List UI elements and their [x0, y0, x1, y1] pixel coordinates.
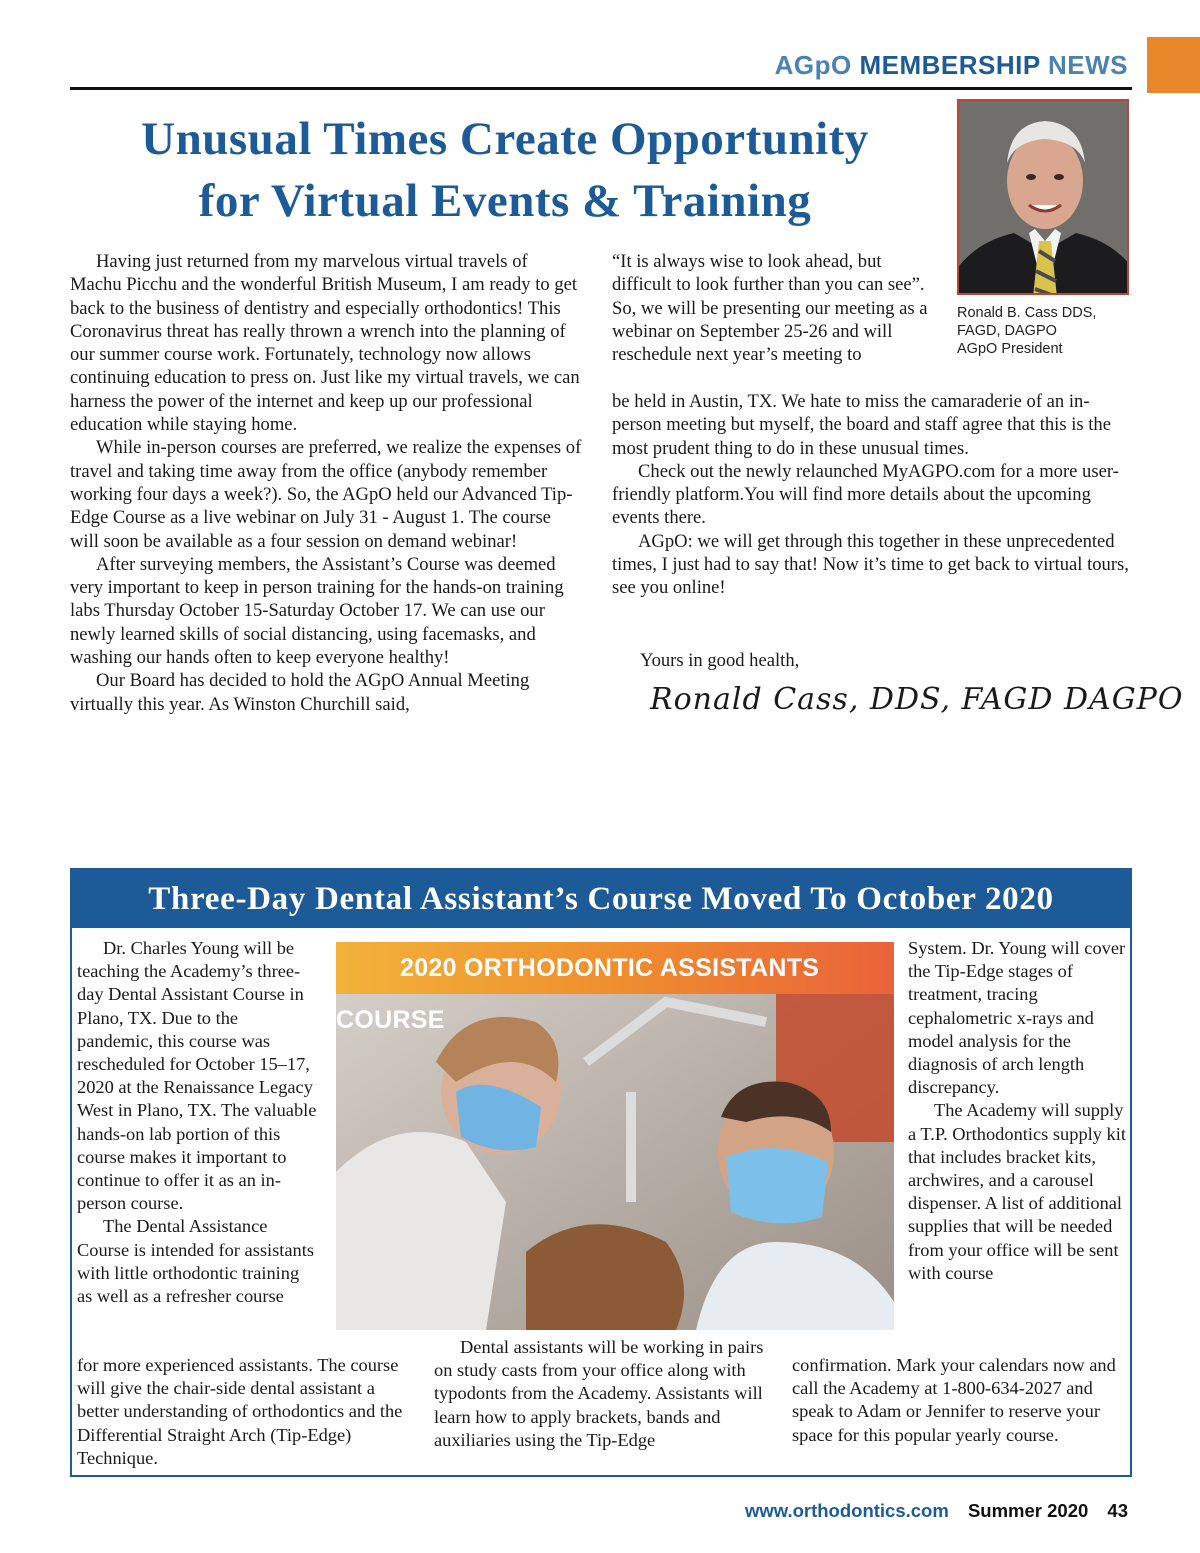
article-paragraph: While in-person courses are preferred, we realize the expenses of travel and taking time away from the office (anybody remember working four days a week?). So, the AGpO held our Advanced Tip-Edge Course as a live webinar on July 31 - August 1. The course will soon be available as a four session on demand webinar!: [70, 437, 582, 552]
headline-line-1: Unusual Times Create Opportunity: [141, 113, 869, 165]
box-column-1: [77, 937, 317, 1308]
article-column-1: [70, 250, 582, 716]
caption-line-3: AGpO President: [957, 341, 1063, 357]
article-paragraph: AGpO: we will get through this together in these unprecedented times, I just had to say that! Now it’s time to get back to virtual tours, see you online!: [612, 530, 1129, 599]
photo-caption: [957, 304, 1137, 358]
signoff: Yours in good health,: [640, 650, 800, 671]
box-paragraph: confirmation. Mark your calendars now and call the Academy at 1-800-634-2027 and speak to Adam or Jennifer to reserve your space for this popular yearly course.: [792, 1355, 1116, 1445]
orange-page-tab: [1147, 37, 1200, 93]
article-headline: [60, 108, 950, 232]
page-footer: [745, 1500, 1128, 1522]
box-paragraph: Dental assistants will be working in pairs on study casts from your office along with typodonts from the Academy. Assistants will learn how to apply brackets, bands and auxiliaries using the Tip-Edge: [434, 1337, 764, 1450]
president-portrait: [957, 99, 1129, 295]
box-column-3-continued: [792, 1354, 1128, 1447]
box-paragraph: for more experienced assistants. The course will give the chair-side dental assistant a better understanding of orthodontics and the Differential Straight Arch (Tip-Edge) Technique.: [77, 1355, 403, 1468]
article-paragraph: Our Board has decided to hold the AGpO Annual Meeting virtually this year. As Winston Churchill said,: [70, 670, 530, 715]
portrait-illustration: [959, 101, 1129, 295]
article-paragraph: be held in Austin, TX. We hate to miss the camaraderie of an in-person meeting but myself, the board and staff agree that this is the most prudent thing to do in these unusual times.: [612, 391, 1111, 459]
course-box-title: Three-Day Dental Assistant’s Course Moved To October 2020: [72, 870, 1130, 928]
section-label-agpo: AGpO: [774, 50, 852, 80]
header-rule: [70, 87, 1132, 90]
signature: Ronald Cass, DDS, FAGD DAGPO: [650, 682, 1184, 717]
article-paragraph: “It is always wise to look ahead, but difficult to look further than you can see”. So, we will be presenting our meeting as a webinar on September 25-26 and will reschedule next year’s meeting to: [612, 251, 928, 366]
box-column-2: [434, 1336, 770, 1452]
article-paragraph: After surveying members, the Assistant’s Course was deemed very important to keep in person training for the hands-on training labs Thursday October 15-Saturday October 17. We can use our newly learned skills of social distancing, using facemasks, and washing our hands often to keep everyone healthy!: [70, 553, 564, 669]
course-image-banner: 2020 ORTHODONTIC ASSISTANTS COURSE: [336, 942, 894, 994]
box-column-1-continued: [77, 1354, 407, 1470]
caption-line-2: FAGD, DAGPO: [957, 323, 1057, 339]
footer-issue: Summer 2020: [967, 1500, 1089, 1521]
box-paragraph: System. Dr. Young will cover the Tip-Edge stages of treatment, tracing cephalometric x-rays and model analysis for the diagnosis of arch length discrepancy.: [908, 938, 1126, 1098]
caption-line-1: Ronald B. Cass DDS,: [957, 305, 1097, 321]
page-number: 43: [1107, 1500, 1128, 1521]
headline-line-2: for Virtual Events & Training: [198, 175, 812, 227]
article-paragraph: Check out the newly relaunched MyAGPO.com for a more user-friendly platform.You will find more details about the upcoming events there.: [612, 460, 1119, 529]
course-photo: [336, 942, 894, 1330]
article-column-2-top: [612, 250, 930, 366]
box-column-3: [908, 937, 1128, 1285]
box-paragraph: The Academy will supply a T.P. Orthodontics supply kit that includes bracket kits, archwires, and a carousel dispenser. A list of additional supplies that will be needed from your office will be sent with course: [908, 1100, 1126, 1283]
box-paragraph: Dr. Charles Young will be teaching the Academy’s three-day Dental Assistant Course in Plano, TX. Due to the pandemic, this course was rescheduled for October 15–17, 2020 at the Renaissance Legacy West in Plano, TX. The valuable hands-on lab portion of this course makes it important to continue to offer it as an in-person course.: [77, 938, 317, 1214]
box-paragraph: The Dental Assistance Course is intended for assistants with little orthodontic training as well as a refresher course: [77, 1216, 315, 1307]
section-label: [775, 50, 1128, 81]
article-column-2: [612, 390, 1132, 600]
section-label-membership: MEMBERSHIP: [859, 50, 1041, 80]
article-paragraph: Having just returned from my marvelous virtual travels of Machu Picchu and the wonderful British Museum, I am ready to get back to the business of dentistry and especially orthodontics! This Coronavirus threat has really thrown a wrench into the planning of our summer course work. Fortunately, technology now allows continuing education to press on. Just like my virtual travels, we can harness the power of the internet and keep up our professional education while staying home.: [70, 251, 580, 436]
footer-url[interactable]: www.orthodontics.com: [744, 1500, 949, 1521]
section-label-news: NEWS: [1048, 50, 1128, 80]
